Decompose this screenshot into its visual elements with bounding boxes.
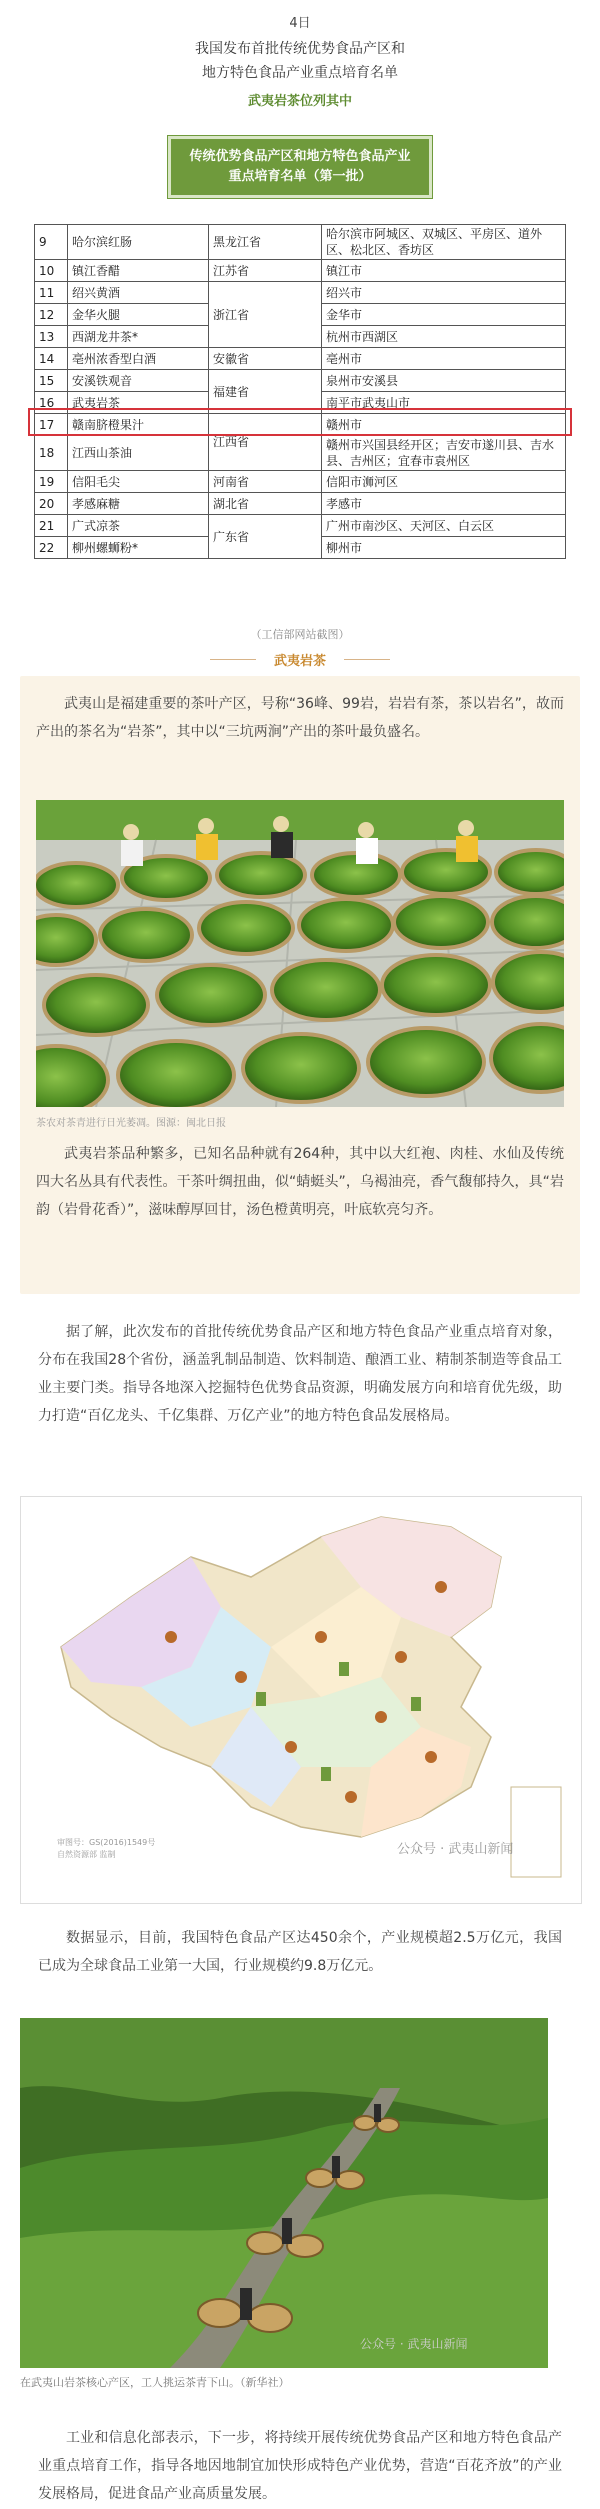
product-name: 江西山茶油: [68, 436, 209, 471]
province: 江苏省: [209, 260, 322, 282]
production-area: 赣州市: [322, 414, 566, 436]
map-approval-number: 审图号：GS(2016)1549号: [57, 1838, 156, 1847]
product-name: 武夷岩茶: [68, 392, 209, 414]
production-area: 金华市: [322, 304, 566, 326]
production-area: 南平市武夷山市: [322, 392, 566, 414]
section-divider-right: [344, 659, 390, 660]
row-number: 12: [35, 304, 68, 326]
map-watermark: 公众号 · 武夷山新闻: [397, 1842, 514, 1857]
province: 江西省: [209, 414, 322, 471]
row-number: 15: [35, 370, 68, 392]
production-area: 泉州市安溪县: [322, 370, 566, 392]
tea-carrying-illustration: [20, 2018, 548, 2368]
table-source: （工信部网站截图）: [250, 628, 350, 641]
row-number: 9: [35, 225, 68, 260]
production-area: 孝感市: [322, 493, 566, 515]
row-number: 16: [35, 392, 68, 414]
row-number: 10: [35, 260, 68, 282]
product-name: 金华火腿: [68, 304, 209, 326]
production-area: 信阳市浉河区: [322, 471, 566, 493]
product-name: 孝感麻糖: [68, 493, 209, 515]
article-paragraph-5: 工业和信息化部表示，下一步，将持续开展传统优势食品产区和地方特色食品产业重点培育工作，指导各地因地制宜加快形成特色产业优势，营造“百花齐放”的产业发展格局，促进食品产业高质量发展。: [38, 2430, 562, 2502]
province: 浙江省: [209, 282, 322, 348]
row-number: 22: [35, 537, 68, 559]
row-number: 19: [35, 471, 68, 493]
production-area: 杭州市西湖区: [322, 326, 566, 348]
article-title-line1: 我国发布首批传统优势食品产区和: [195, 41, 405, 57]
production-area: 赣州市兴国县经开区；吉安市遂川县、吉水县、吉州区；宜春市袁州区: [322, 436, 566, 471]
article-title-line2: 地方特色食品产业重点培育名单: [202, 65, 398, 81]
specialty-food-map: [20, 1496, 582, 1904]
row-number: 11: [35, 282, 68, 304]
photo1-caption: 茶农对茶青进行日光萎凋。图源：闽北日报: [36, 1118, 226, 1129]
tea-withering-illustration: [36, 800, 564, 1107]
province: 湖北省: [209, 493, 322, 515]
highlight-box: [28, 408, 572, 436]
product-name: 西湖龙井茶*: [68, 326, 209, 348]
table-row: [35, 370, 566, 392]
product-name: 安溪铁观音: [68, 370, 209, 392]
article-paragraph-3: 据了解，此次发布的首批传统优势食品产区和地方特色食品产业重点培育对象，分布在我国28个省份，涵盖乳制品制造、饮料制造、酿酒工业、精制茶制造等食品工业主要门类。指导各地深入挖掘特色优势食品资源，明确发展方向和培育优先级，助力打造“百亿龙头、千亿集群、万亿产业”的地方特色食品发展格局。: [38, 1324, 562, 1424]
product-name: 广式凉茶: [68, 515, 209, 537]
production-area: 镇江市: [322, 260, 566, 282]
banner-line1: 传统优势食品产区和地方特色食品产业: [189, 149, 411, 164]
cultivation-list-table: [34, 224, 566, 559]
row-number: 18: [35, 436, 68, 471]
production-area: 绍兴市: [322, 282, 566, 304]
row-number: 13: [35, 326, 68, 348]
tea-carrying-photo: [20, 2018, 548, 2368]
product-name: 信阳毛尖: [68, 471, 209, 493]
product-name: 赣南脐橙果汁: [68, 414, 209, 436]
row-number: 20: [35, 493, 68, 515]
production-area: 广州市南沙区、天河区、白云区: [322, 515, 566, 537]
table-row: [35, 515, 566, 537]
china-food-map-illustration: [21, 1497, 581, 1903]
banner-line2: 重点培育名单（第一批）: [228, 169, 372, 184]
product-name: 柳州螺蛳粉*: [68, 537, 209, 559]
product-name: 镇江香醋: [68, 260, 209, 282]
row-number: 17: [35, 414, 68, 436]
production-area: 亳州市: [322, 348, 566, 370]
tea-paragraph-1: 武夷山是福建重要的茶叶产区，号称“36峰、99岩，岩岩有茶，茶以岩名”，故而产出的茶名为“岩茶”，其中以“三坑两涧”产出的茶叶最负盛名。: [36, 696, 564, 740]
production-area: 柳州市: [322, 537, 566, 559]
province: 福建省: [209, 370, 322, 414]
photo2-caption: 在武夷山岩茶核心产区，工人挑运茶青下山。（新华社）: [20, 2376, 290, 2389]
table-row: [35, 471, 566, 493]
date-label: 4日: [289, 16, 311, 31]
photo2-watermark: 公众号 · 武夷山新闻: [360, 2337, 468, 2351]
product-name: 亳州浓香型白酒: [68, 348, 209, 370]
row-number: 21: [35, 515, 68, 537]
province: 安徽省: [209, 348, 322, 370]
tea-withering-photo: [36, 800, 564, 1107]
province: 广东省: [209, 515, 322, 559]
row-number: 14: [35, 348, 68, 370]
section-title: 武夷岩茶: [273, 654, 326, 669]
table-row: [35, 225, 566, 260]
list-banner: [168, 136, 432, 198]
product-name: 哈尔滨红肠: [68, 225, 209, 260]
table-row: [35, 282, 566, 304]
table-row: [35, 493, 566, 515]
tea-paragraph-2: 武夷岩茶品种繁多，已知名品种就有264种，其中以大红袍、肉桂、水仙及传统四大名丛具有代表性。干茶叶绸扭曲，似“蜻蜓头”，乌褐油亮，香气馥郁持久，具“岩韵（岩骨花香）”，滋味醇厚回甘，汤色橙黄明亮，叶底软亮匀齐。: [36, 1146, 564, 1218]
article-subtitle: 武夷岩茶位列其中: [247, 94, 352, 109]
production-area: 哈尔滨市阿城区、双城区、平房区、道外区、松北区、香坊区: [322, 225, 566, 260]
table-row: [35, 260, 566, 282]
product-name: 绍兴黄酒: [68, 282, 209, 304]
province: 黑龙江省: [209, 225, 322, 260]
article-paragraph-4: 数据显示，目前，我国特色食品产区达450余个，产业规模超2.5万亿元，我国已成为全球食品工业第一大国，行业规模约9.8万亿元。: [38, 1930, 562, 1974]
section-divider-left: [210, 659, 256, 660]
table-row: [35, 348, 566, 370]
map-supervisor: 自然资源部 监制: [57, 1850, 116, 1859]
province: 河南省: [209, 471, 322, 493]
